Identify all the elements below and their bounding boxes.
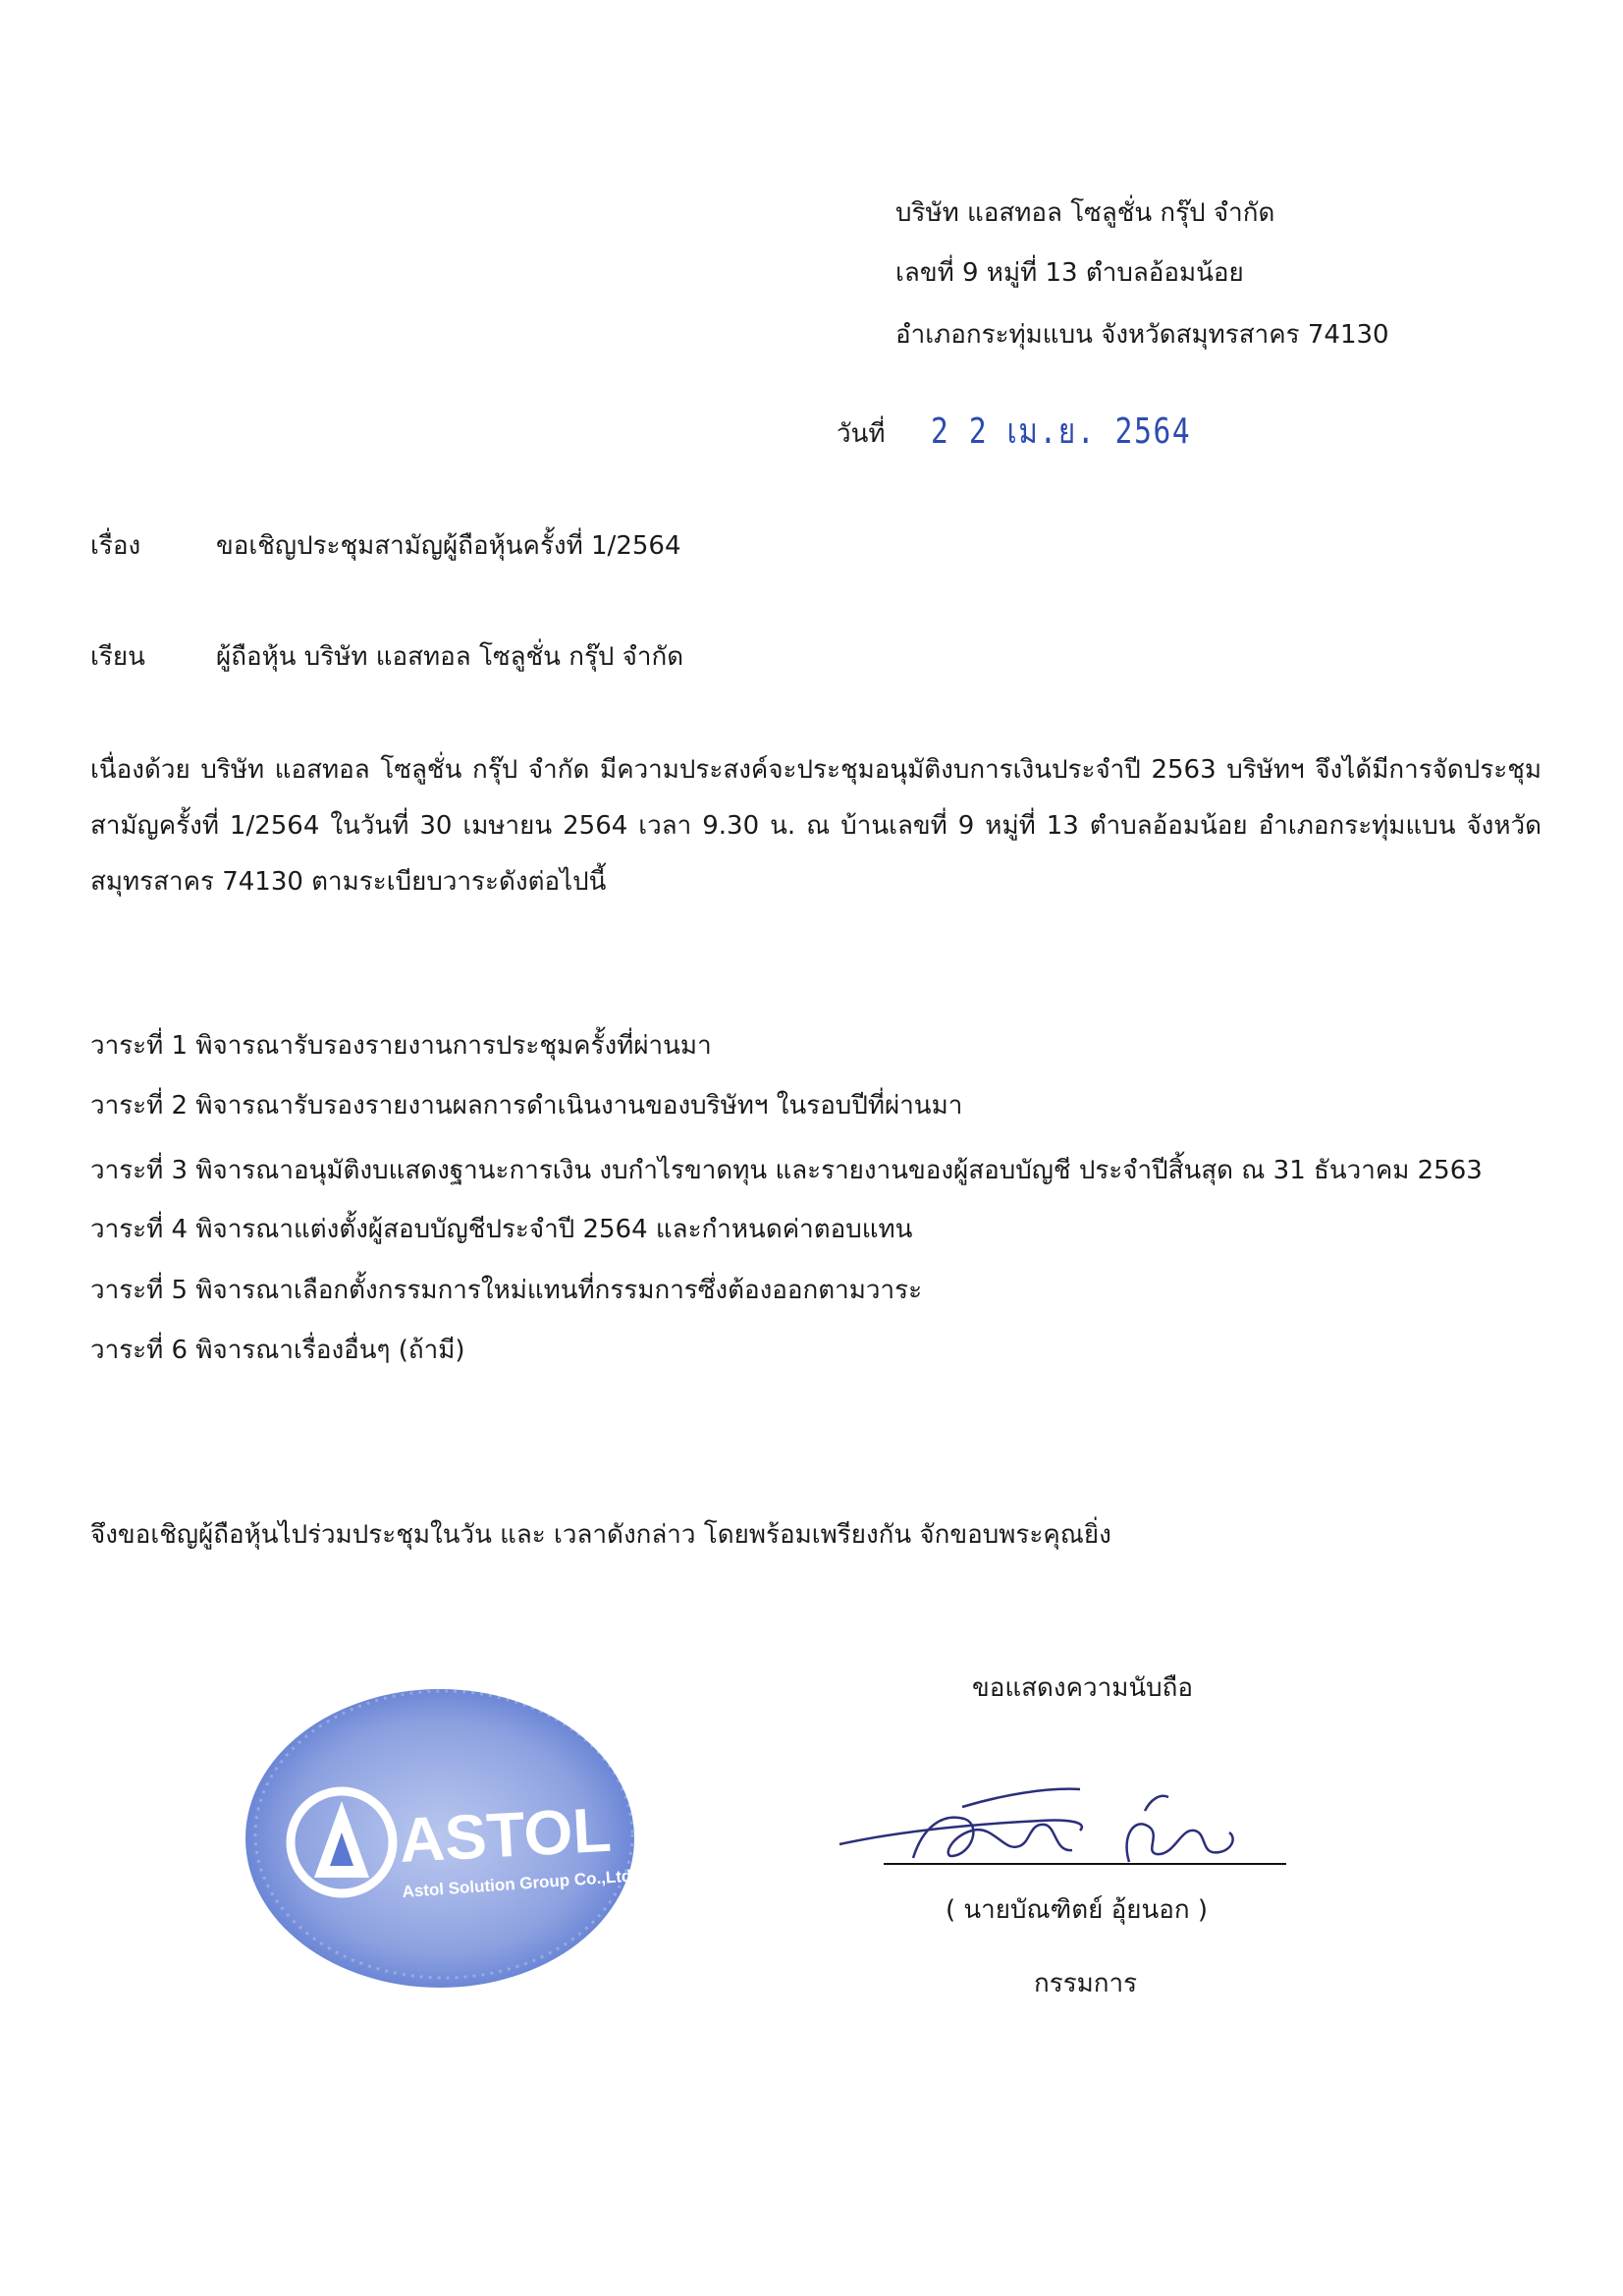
signature-line (884, 1863, 1286, 1865)
agenda-item-6: วาระที่ 6 พิจารณาเรื่องอื่นๆ (ถ้ามี) (90, 1336, 465, 1365)
sender-address-line1: เลขที่ 9 หมู่ที่ 13 ตำบลอ้อมน้อย (895, 258, 1244, 288)
regards-text: ขอแสดงความนับถือ (972, 1673, 1193, 1703)
signature-image (835, 1768, 1267, 1876)
seal-subtitle-text: Astol Solution Group Co.,Ltd. (401, 1866, 637, 1901)
agenda-item-2: วาระที่ 2 พิจารณารับรองรายงานผลการดำเนินงานของบริษัทฯ ในรอบปีที่ผ่านมา (90, 1091, 963, 1121)
agenda-item-1: วาระที่ 1 พิจารณารับรองรายงานการประชุมครั้งที่ผ่านมา (90, 1031, 712, 1061)
agenda-item-3: วาระที่ 3 พิจารณาอนุมัติงบแสดงฐานะการเงิน งบกำไรขาดทุน และรายงานของผู้สอบบัญชี ประจำปีสิ้นสุด ณ 31 ธันวาคม 2563 (90, 1156, 1483, 1185)
date-label: วันที่ (837, 419, 886, 449)
seal-brand-text: ASTOL (397, 1793, 614, 1876)
subject-value: ขอเชิญประชุมสามัญผู้ถือหุ้นครั้งที่ 1/2564 (216, 531, 681, 561)
subject-label: เรื่อง (90, 531, 141, 561)
agenda-item-4: วาระที่ 4 พิจารณาแต่งตั้งผู้สอบบัญชีประจำปี 2564 และกำหนดค่าตอบแทน (90, 1215, 913, 1244)
signatory-name: ( นายบัณฑิตย์ อุ้ยนอก ) (946, 1895, 1208, 1925)
recipient-value: ผู้ถือหุ้น บริษัท แอสทอล โซลูชั่น กรุ๊ป จำกัด (216, 642, 684, 672)
sender-company: บริษัท แอสทอล โซลูชั่น กรุ๊ป จำกัด (895, 198, 1275, 228)
company-seal-stamp (234, 1669, 646, 2003)
recipient-label: เรียน (90, 642, 145, 672)
date-stamp: 2 2 เม.ย. 2564 (931, 411, 1192, 452)
agenda-item-5: วาระที่ 5 พิจารณาเลือกตั้งกรรมการใหม่แทนที่กรรมการซึ่งต้องออกตามวาระ (90, 1276, 923, 1305)
body-paragraph: เนื่องด้วย บริษัท แอสทอล โซลูชั่น กรุ๊ป จำกัด มีความประสงค์จะประชุมอนุมัติงบการเงินประจำปี 2563 บริษัทฯ จึงได้มีการจัดประชุมสามัญครั้งที่ 1/2564 ในวันที่ 30 เมษายน 2564 เวลา 9.30 น. ณ บ้านเลขที่ 9 หมู่ที่ 13 ตำบลอ้อมน้อย อำเภอกระทุ่มแบน จังหวัดสมุทรสาคร 74130 ตามระเบียบวาระดังต่อไปนี้ (90, 755, 1542, 897)
signatory-position: กรรมการ (1034, 1969, 1138, 1998)
closing-sentence: จึงขอเชิญผู้ถือหุ้นไปร่วมประชุมในวัน และ เวลาดังกล่าว โดยพร้อมเพรียงกัน จักขอบพระคุณยิ่ง (90, 1520, 1111, 1550)
sender-address-line2: อำเภอกระทุ่มแบน จังหวัดสมุทรสาคร 74130 (895, 320, 1389, 350)
